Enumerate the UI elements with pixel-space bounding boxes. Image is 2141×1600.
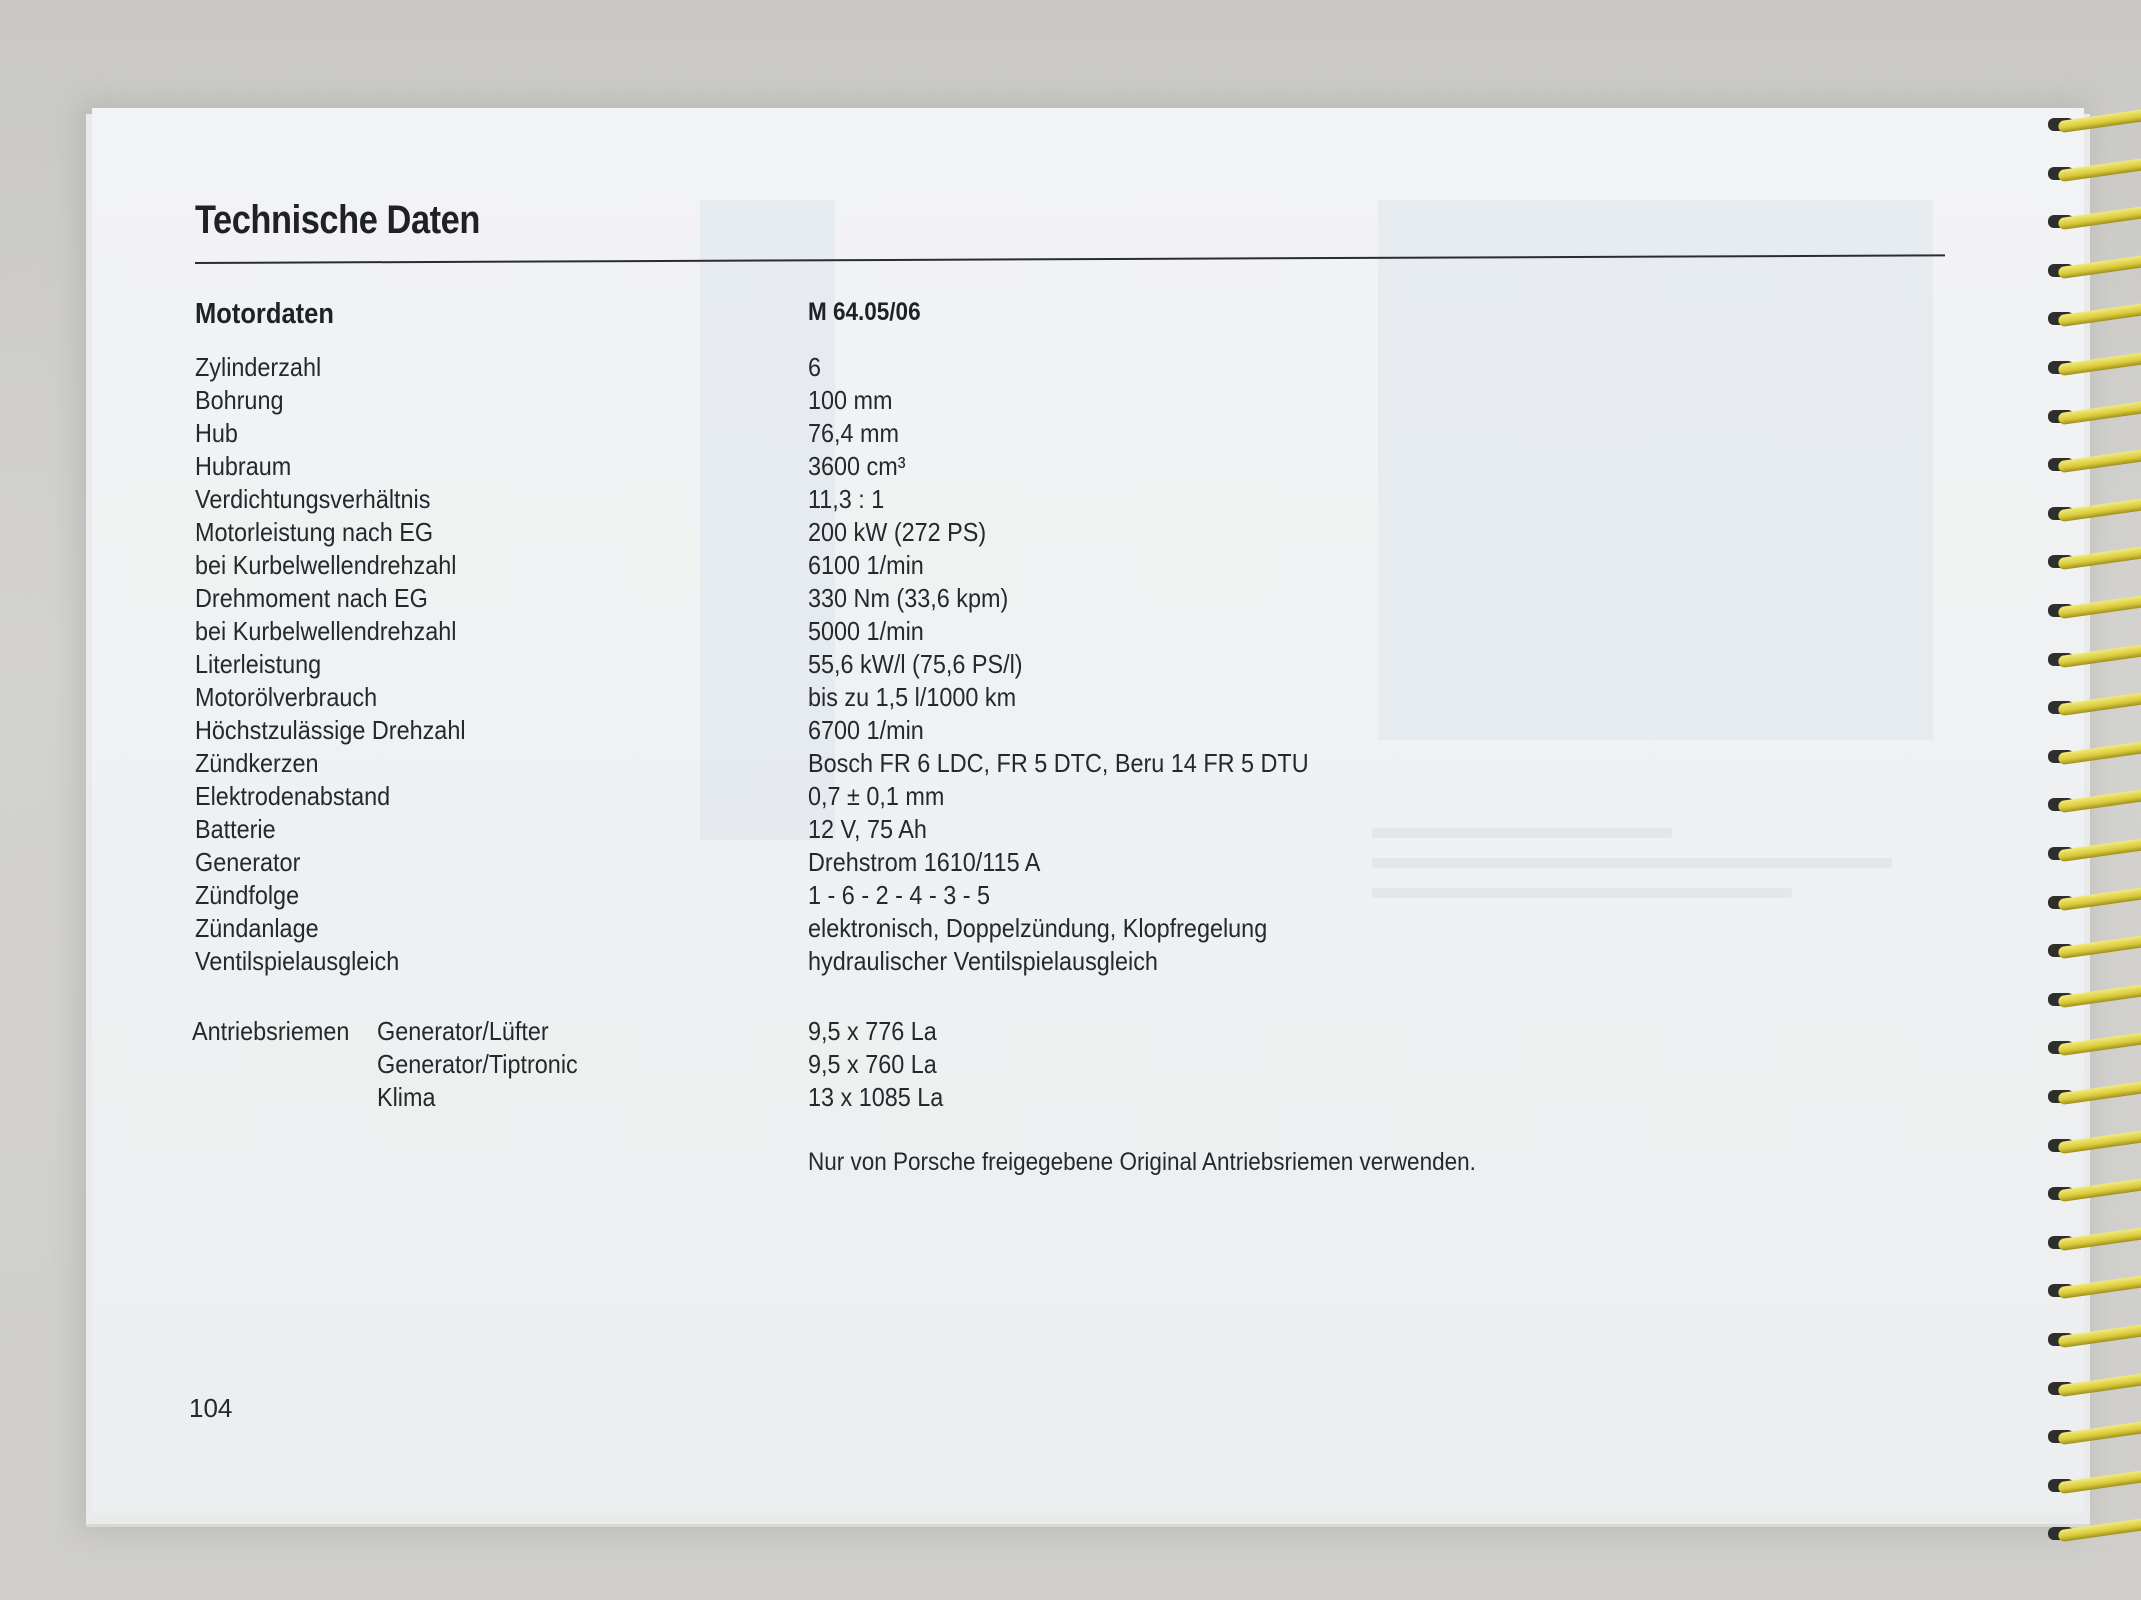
spiral-coil xyxy=(2040,498,2141,524)
spec-value: bis zu 1,5 l/1000 km xyxy=(808,682,1017,712)
spec-value: 6100 1/min xyxy=(808,550,924,580)
spiral-coil xyxy=(2040,158,2141,184)
spec-row xyxy=(195,352,1695,385)
spec-row xyxy=(195,847,1695,880)
spec-label: Bohrung xyxy=(195,385,284,415)
spec-row xyxy=(195,748,1695,781)
spec-label: Elektrodenabstand xyxy=(195,781,391,811)
spiral-coil xyxy=(2040,109,2141,135)
spiral-coil xyxy=(2040,741,2141,767)
spiral-coil xyxy=(2040,1032,2141,1058)
spiral-coil xyxy=(2040,935,2141,961)
section-heading: Motordaten xyxy=(195,298,334,330)
spiral-coil xyxy=(2040,644,2141,670)
spec-row xyxy=(195,385,1695,418)
belt-value: 9,5 x 776 La xyxy=(808,1016,937,1046)
spec-value: elektronisch, Doppelzündung, Klopfregelung xyxy=(808,913,1268,943)
spec-row xyxy=(195,715,1695,748)
page-title: Technische Daten xyxy=(195,198,480,242)
spec-label: Generator xyxy=(195,847,301,877)
spec-row xyxy=(195,946,1695,979)
spec-row xyxy=(195,517,1695,550)
spec-label: Zündfolge xyxy=(195,880,300,910)
spec-value: 76,4 mm xyxy=(808,418,900,448)
spec-row xyxy=(195,781,1695,814)
belt-name: Generator/Lüfter xyxy=(377,1016,549,1046)
spec-label: Zündkerzen xyxy=(195,748,319,778)
belt-row xyxy=(192,1016,1692,1049)
manual-page xyxy=(92,108,2084,1513)
spec-value: 3600 cm³ xyxy=(808,451,906,481)
belt-value: 9,5 x 760 La xyxy=(808,1049,937,1079)
belt-list xyxy=(192,1016,1692,1115)
spec-label: Hubraum xyxy=(195,451,292,481)
belt-name: Klima xyxy=(377,1082,436,1112)
spiral-coil xyxy=(2040,1275,2141,1301)
spec-label: Zylinderzahl xyxy=(195,352,322,382)
spec-row xyxy=(195,418,1695,451)
spiral-coil xyxy=(2040,1470,2141,1496)
spiral-coil xyxy=(2040,1227,2141,1253)
page-number: 104 xyxy=(189,1393,233,1423)
spiral-coil xyxy=(2040,887,2141,913)
spec-value: 200 kW (272 PS) xyxy=(808,517,987,547)
spec-label: Zündanlage xyxy=(195,913,319,943)
spiral-coil xyxy=(2040,1421,2141,1447)
spec-label: Höchstzulässige Drehzahl xyxy=(195,715,466,745)
spiral-coil xyxy=(2040,1130,2141,1156)
spiral-coil xyxy=(2040,595,2141,621)
spec-value: 6700 1/min xyxy=(808,715,924,745)
spec-label: Drehmoment nach EG xyxy=(195,583,428,613)
spec-row xyxy=(195,550,1695,583)
spec-value: 0,7 ± 0,1 mm xyxy=(808,781,945,811)
spec-row xyxy=(195,649,1695,682)
spiral-coil xyxy=(2040,352,2141,378)
spec-value: 1 - 6 - 2 - 4 - 3 - 5 xyxy=(808,880,991,910)
spec-value: hydraulischer Ventilspielausgleich xyxy=(808,946,1158,976)
spec-row xyxy=(195,583,1695,616)
spec-value: 5000 1/min xyxy=(808,616,924,646)
spiral-coil xyxy=(2040,255,2141,281)
belt-note: Nur von Porsche freigegebene Original Antriebsriemen verwenden. xyxy=(808,1148,1476,1176)
spiral-coil xyxy=(2040,789,2141,815)
spiral-coil xyxy=(2040,1324,2141,1350)
belt-value: 13 x 1085 La xyxy=(808,1082,944,1112)
spiral-coil xyxy=(2040,1178,2141,1204)
spec-value: 12 V, 75 Ah xyxy=(808,814,927,844)
spec-list xyxy=(195,352,1695,979)
spec-row xyxy=(195,880,1695,913)
spec-value: 330 Nm (33,6 kpm) xyxy=(808,583,1009,613)
spec-label: Hub xyxy=(195,418,238,448)
spec-value: Drehstrom 1610/115 A xyxy=(808,847,1041,877)
spec-value: 11,3 : 1 xyxy=(808,484,885,514)
spiral-coil xyxy=(2040,1518,2141,1544)
spec-row xyxy=(195,616,1695,649)
spec-label: Verdichtungsverhältnis xyxy=(195,484,431,514)
belt-row xyxy=(192,1049,1692,1082)
spec-row xyxy=(195,913,1695,946)
spiral-coil xyxy=(2040,546,2141,572)
spec-label: Literleistung xyxy=(195,649,322,679)
spec-row xyxy=(195,484,1695,517)
spec-label: Motorleistung nach EG xyxy=(195,517,434,547)
spiral-coil xyxy=(2040,401,2141,427)
spec-label: Ventilspielausgleich xyxy=(195,946,400,976)
spec-value: 6 xyxy=(808,352,822,382)
spiral-coil xyxy=(2040,1081,2141,1107)
belt-group-label: Antriebsriemen xyxy=(192,1016,350,1046)
spec-row xyxy=(195,682,1695,715)
spec-label: Batterie xyxy=(195,814,276,844)
spec-label: bei Kurbelwellendrehzahl xyxy=(195,550,457,580)
spiral-coil xyxy=(2040,206,2141,232)
spiral-coil xyxy=(2040,449,2141,475)
engine-code: M 64.05/06 xyxy=(808,298,921,326)
belt-row xyxy=(192,1082,1692,1115)
belt-name: Generator/Tiptronic xyxy=(377,1049,578,1079)
spec-row xyxy=(195,451,1695,484)
spiral-coil xyxy=(2040,692,2141,718)
spiral-coil xyxy=(2040,984,2141,1010)
spec-value: 100 mm xyxy=(808,385,893,415)
spiral-coil xyxy=(2040,1373,2141,1399)
spec-value: 55,6 kW/l (75,6 PS/l) xyxy=(808,649,1023,679)
spiral-coil xyxy=(2040,303,2141,329)
spec-row xyxy=(195,814,1695,847)
spec-value: Bosch FR 6 LDC, FR 5 DTC, Beru 14 FR 5 DTU xyxy=(808,748,1309,778)
spiral-coil xyxy=(2040,838,2141,864)
spiral-binding xyxy=(2040,95,2141,1535)
spec-label: Motorölverbrauch xyxy=(195,682,378,712)
spec-label: bei Kurbelwellendrehzahl xyxy=(195,616,457,646)
